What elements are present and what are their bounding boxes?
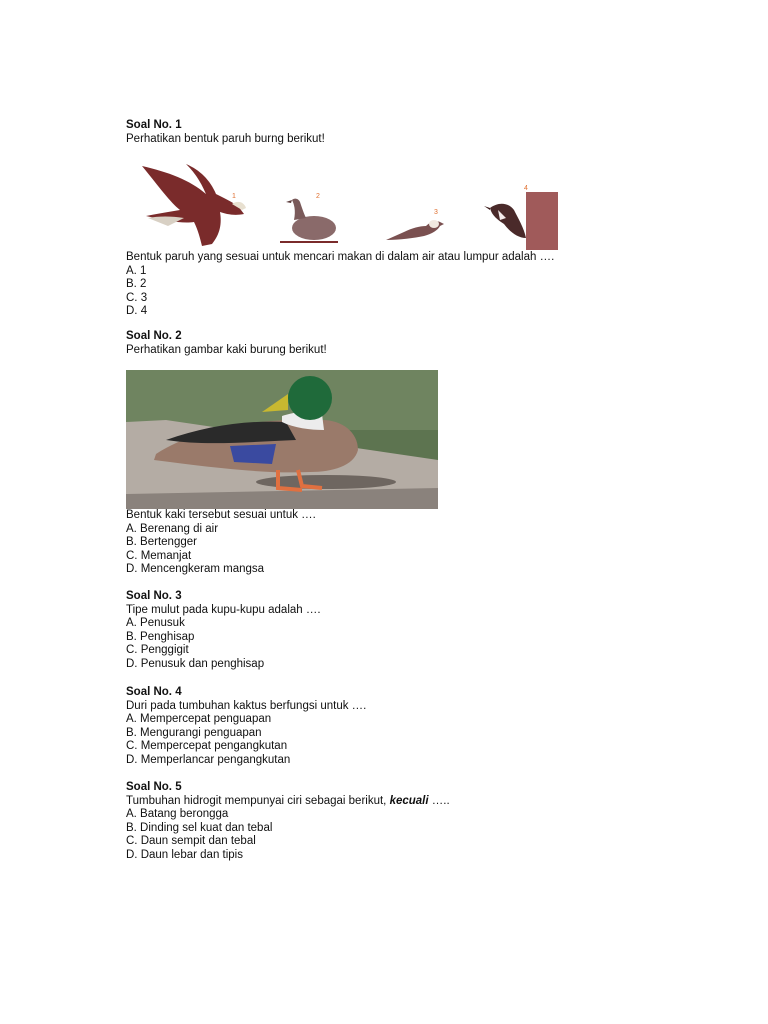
question-3-option-b: B. Penghisap: [126, 630, 195, 643]
question-4-option-d: D. Memperlancar pengangkutan: [126, 753, 291, 766]
question-5-option-a: A. Batang berongga: [126, 808, 229, 821]
question-1-option-a: A. 1: [126, 264, 147, 277]
figure-label-4: 4: [524, 185, 528, 192]
question-5: [126, 781, 646, 863]
figure-label-3: 3: [434, 209, 438, 216]
question-5-prefix: Tumbuhan hidrogit mempunyai ciri sebagai berikut,: [126, 794, 387, 807]
question-1-question: Bentuk paruh yang sesuai untuk mencari makan di dalam air atau lumpur adalah ….: [126, 251, 555, 263]
question-1-intro: Perhatikan bentuk paruh burng berikut!: [126, 132, 325, 145]
question-5-option-d: D. Daun lebar dan tipis: [126, 848, 243, 861]
question-2-option-d: D. Mencengkeram mangsa: [126, 563, 265, 576]
question-3-question: Tipe mulut pada kupu-kupu adalah ….: [126, 603, 321, 616]
question-5-option-b: B. Dinding sel kuat dan tebal: [126, 821, 273, 834]
question-4-title: Soal No. 4: [126, 686, 182, 698]
question-2-question: Bentuk kaki tersebut sesuai untuk ….: [126, 509, 316, 521]
question-5-title: Soal No. 5: [126, 781, 182, 793]
question-4: [126, 686, 646, 768]
question-2-option-c: C. Memanjat: [126, 549, 192, 562]
question-5-question: [126, 795, 646, 809]
question-4-option-b: B. Mengurangi penguapan: [126, 726, 262, 739]
question-1-option-b: B. 2: [126, 278, 147, 291]
question-3: [126, 590, 646, 672]
question-2-intro: Perhatikan gambar kaki burung berikut!: [126, 343, 327, 356]
question-2-option-a: A. Berenang di air: [126, 522, 219, 535]
eagle-illustration: [142, 164, 246, 246]
question-3-option-d: D. Penusuk dan penghisap: [126, 657, 265, 670]
question-1-option-c: C. 3: [126, 291, 148, 304]
mallard-duck-photo: [126, 370, 438, 509]
sparrow-illustration: [386, 220, 444, 240]
question-3-option-c: C. Penggigit: [126, 644, 189, 657]
question-5-option-c: C. Daun sempit dan tebal: [126, 835, 256, 848]
woodpecker-illustration: [484, 192, 558, 250]
question-2-body: [126, 509, 646, 577]
question-1-body: [126, 251, 646, 319]
figure-label-2: 2: [316, 193, 320, 200]
question-5-suffix: …..: [431, 794, 450, 807]
duck-illustration: [280, 199, 338, 242]
question-2-option-b: B. Bertengger: [126, 536, 197, 549]
question-2-header: [126, 330, 646, 357]
question-4-question: Duri pada tumbuhan kaktus berfungsi untuk ….: [126, 699, 367, 712]
question-1-option-d: D. 4: [126, 305, 148, 318]
figure-label-1: 1: [232, 193, 236, 200]
question-4-option-a: A. Mempercepat penguapan: [126, 713, 272, 726]
bird-beaks-figure: [128, 158, 568, 250]
question-4-option-c: C. Mempercepat pengangkutan: [126, 740, 288, 753]
question-3-title: Soal No. 3: [126, 590, 182, 602]
question-1-header: [126, 119, 646, 146]
question-1-title: Soal No. 1: [126, 119, 182, 131]
question-2-title: Soal No. 2: [126, 330, 182, 342]
question-5-emphasis: kecuali: [389, 794, 429, 807]
question-3-option-a: A. Penusuk: [126, 617, 185, 630]
